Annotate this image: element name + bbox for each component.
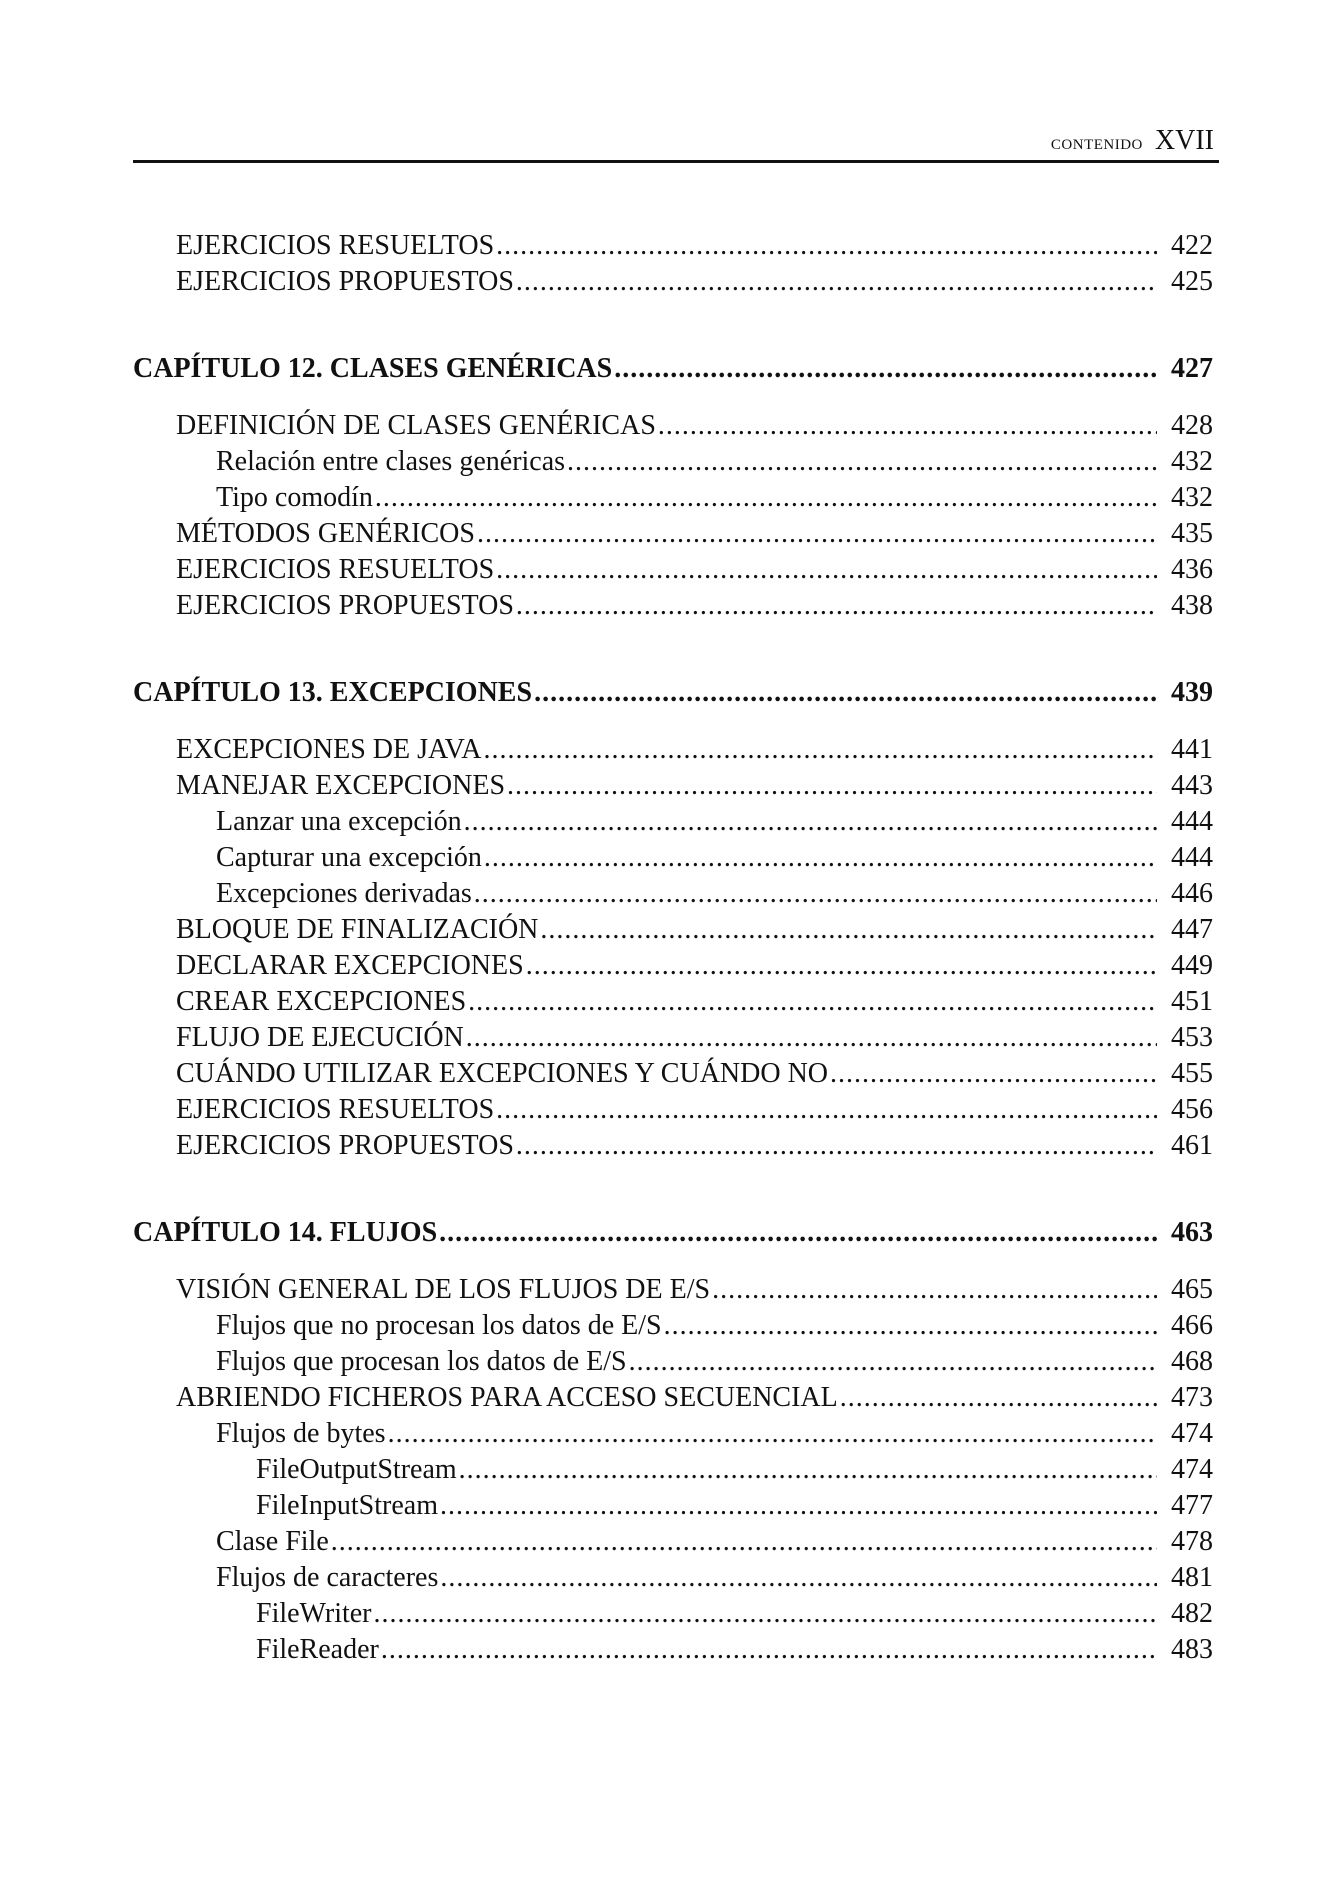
toc-entry-page-number: 483 <box>1171 1634 1213 1665</box>
dot-leader <box>375 480 1157 516</box>
dot-leader <box>629 1344 1157 1380</box>
toc-entry <box>133 804 1213 840</box>
toc-entry-title: EJERCICIOS RESUELTOS <box>176 554 495 585</box>
toc-entry-title: Flujos que procesan los datos de E/S <box>216 1346 627 1377</box>
toc-entry-page-number: 447 <box>1171 914 1213 945</box>
dot-leader <box>440 1560 1157 1596</box>
table-of-contents <box>133 228 1213 1668</box>
toc-entry <box>133 552 1213 588</box>
dot-leader <box>374 1596 1158 1632</box>
page-header <box>133 118 1219 163</box>
toc-entry <box>133 1056 1213 1092</box>
toc-entry-page-number: 468 <box>1171 1346 1213 1377</box>
toc-entry <box>133 516 1213 552</box>
toc-entry <box>133 1092 1213 1128</box>
toc-entry <box>133 588 1213 624</box>
dot-leader <box>516 1128 1157 1164</box>
header-section-label: contenido <box>1050 129 1143 154</box>
toc-entry <box>133 1380 1213 1416</box>
toc-entry-page-number: 435 <box>1171 518 1213 549</box>
toc-entry-title: Excepciones derivadas <box>216 878 472 909</box>
toc-entry-page-number: 422 <box>1171 230 1213 261</box>
dot-leader <box>496 552 1157 588</box>
toc-entry <box>133 1416 1213 1452</box>
toc-entry <box>133 1272 1213 1308</box>
toc-entry-title: Flujos de caracteres <box>216 1562 439 1593</box>
toc-entry-title: EXCEPCIONES DE JAVA <box>176 734 482 765</box>
toc-entry <box>133 912 1213 948</box>
toc-entry-page-number: 482 <box>1171 1598 1213 1629</box>
toc-chapter-entry <box>133 675 1213 711</box>
toc-entry-page-number: 481 <box>1171 1562 1213 1593</box>
dot-leader <box>534 675 1157 711</box>
dot-leader <box>526 948 1157 984</box>
toc-entry-page-number: 474 <box>1171 1454 1213 1485</box>
toc-entry-title: Flujos de bytes <box>216 1418 386 1449</box>
toc-chapter-entry <box>133 1215 1213 1251</box>
toc-entry-page-number: 449 <box>1171 950 1213 981</box>
toc-entry-page-number: 432 <box>1171 482 1213 513</box>
dot-leader <box>388 1416 1157 1452</box>
toc-entry-page-number: 455 <box>1171 1058 1213 1089</box>
toc-entry <box>133 264 1213 300</box>
toc-entry-page-number: 439 <box>1171 677 1213 708</box>
toc-entry-title: FileInputStream <box>256 1490 438 1521</box>
toc-entry-title: ABRIENDO FICHEROS PARA ACCESO SECUENCIAL <box>176 1382 838 1413</box>
dot-leader <box>840 1380 1157 1416</box>
dot-leader <box>496 228 1157 264</box>
toc-entry <box>133 840 1213 876</box>
toc-entry-page-number: 446 <box>1171 878 1213 909</box>
dot-leader <box>439 1215 1157 1251</box>
toc-entry-title: DECLARAR EXCEPCIONES <box>176 950 524 981</box>
toc-entry <box>133 1524 1213 1560</box>
toc-entry-page-number: 463 <box>1171 1217 1213 1248</box>
dot-leader <box>477 516 1157 552</box>
toc-entry-page-number: 441 <box>1171 734 1213 765</box>
dot-leader <box>483 732 1157 768</box>
dot-leader <box>830 1056 1157 1092</box>
toc-entry <box>133 1488 1213 1524</box>
toc-entry <box>133 1308 1213 1344</box>
toc-entry-page-number: 425 <box>1171 266 1213 297</box>
toc-entry-title: CAPÍTULO 14. FLUJOS <box>133 1217 438 1248</box>
dot-leader <box>484 840 1157 876</box>
header-page-number: XVII <box>1154 125 1214 156</box>
toc-entry-page-number: 456 <box>1171 1094 1213 1125</box>
dot-leader <box>614 351 1157 387</box>
toc-entry-page-number: 432 <box>1171 446 1213 477</box>
toc-entry-page-number: 444 <box>1171 806 1213 837</box>
toc-entry-page-number: 428 <box>1171 410 1213 441</box>
toc-entry <box>133 1128 1213 1164</box>
toc-entry-title: Capturar una excepción <box>216 842 482 873</box>
dot-leader <box>468 984 1157 1020</box>
toc-entry-title: CAPÍTULO 12. CLASES GENÉRICAS <box>133 353 613 384</box>
toc-entry-page-number: 436 <box>1171 554 1213 585</box>
dot-leader <box>440 1488 1157 1524</box>
toc-entry <box>133 1344 1213 1380</box>
toc-entry-title: Flujos que no procesan los datos de E/S <box>216 1310 662 1341</box>
toc-entry-title: FileWriter <box>256 1598 372 1629</box>
toc-entry-title: FileReader <box>256 1634 379 1665</box>
toc-entry-title: EJERCICIOS RESUELTOS <box>176 230 495 261</box>
toc-entry <box>133 1596 1213 1632</box>
toc-entry-title: MANEJAR EXCEPCIONES <box>176 770 506 801</box>
toc-entry-title: CUÁNDO UTILIZAR EXCEPCIONES Y CUÁNDO NO <box>176 1058 829 1089</box>
running-header <box>1051 124 1214 162</box>
dot-leader <box>459 1452 1157 1488</box>
toc-entry <box>133 228 1213 264</box>
dot-leader <box>664 1308 1157 1344</box>
dot-leader <box>712 1272 1157 1308</box>
toc-entry-page-number: 451 <box>1171 986 1213 1017</box>
toc-entry-page-number: 443 <box>1171 770 1213 801</box>
dot-leader <box>658 408 1157 444</box>
toc-entry-title: EJERCICIOS PROPUESTOS <box>176 1130 514 1161</box>
toc-entry-page-number: 465 <box>1171 1274 1213 1305</box>
toc-entry-page-number: 427 <box>1171 353 1213 384</box>
toc-entry <box>133 1560 1213 1596</box>
toc-entry <box>133 732 1213 768</box>
dot-leader <box>516 588 1157 624</box>
toc-entry-page-number: 478 <box>1171 1526 1213 1557</box>
toc-entry-page-number: 473 <box>1171 1382 1213 1413</box>
toc-chapter-entry <box>133 351 1213 387</box>
dot-leader <box>464 804 1157 840</box>
toc-entry-title: Tipo comodín <box>216 482 373 513</box>
toc-entry-page-number: 477 <box>1171 1490 1213 1521</box>
toc-entry-title: VISIÓN GENERAL DE LOS FLUJOS DE E/S <box>176 1274 711 1305</box>
toc-entry <box>133 1452 1213 1488</box>
toc-entry <box>133 768 1213 804</box>
toc-entry-page-number: 461 <box>1171 1130 1213 1161</box>
toc-entry-title: EJERCICIOS RESUELTOS <box>176 1094 495 1125</box>
toc-entry-page-number: 466 <box>1171 1310 1213 1341</box>
toc-entry <box>133 948 1213 984</box>
toc-entry-page-number: 444 <box>1171 842 1213 873</box>
toc-entry-title: FLUJO DE EJECUCIÓN <box>176 1022 464 1053</box>
dot-leader <box>516 264 1157 300</box>
toc-entry <box>133 1632 1213 1668</box>
toc-entry-page-number: 453 <box>1171 1022 1213 1053</box>
dot-leader <box>540 912 1157 948</box>
toc-entry <box>133 1020 1213 1056</box>
dot-leader <box>331 1524 1157 1560</box>
toc-entry <box>133 984 1213 1020</box>
toc-entry-title: FileOutputStream <box>256 1454 457 1485</box>
dot-leader <box>381 1632 1157 1668</box>
toc-entry-title: CREAR EXCEPCIONES <box>176 986 467 1017</box>
dot-leader <box>466 1020 1157 1056</box>
toc-entry-title: CAPÍTULO 13. EXCEPCIONES <box>133 677 533 708</box>
toc-entry-title: Clase File <box>216 1526 329 1557</box>
toc-entry-title: EJERCICIOS PROPUESTOS <box>176 266 514 297</box>
toc-entry <box>133 444 1213 480</box>
toc-entry-title: MÉTODOS GENÉRICOS <box>176 518 475 549</box>
dot-leader <box>496 1092 1157 1128</box>
toc-entry <box>133 876 1213 912</box>
toc-entry <box>133 408 1213 444</box>
toc-entry-title: EJERCICIOS PROPUESTOS <box>176 590 514 621</box>
toc-entry-title: Relación entre clases genéricas <box>216 446 566 477</box>
toc-entry-page-number: 438 <box>1171 590 1213 621</box>
toc-entry-title: Lanzar una excepción <box>216 806 462 837</box>
toc-entry-title: BLOQUE DE FINALIZACIÓN <box>176 914 539 945</box>
dot-leader <box>567 444 1157 480</box>
toc-entry-title: DEFINICIÓN DE CLASES GENÉRICAS <box>176 410 656 441</box>
toc-entry-page-number: 474 <box>1171 1418 1213 1449</box>
dot-leader <box>474 876 1157 912</box>
toc-entry <box>133 480 1213 516</box>
dot-leader <box>507 768 1157 804</box>
